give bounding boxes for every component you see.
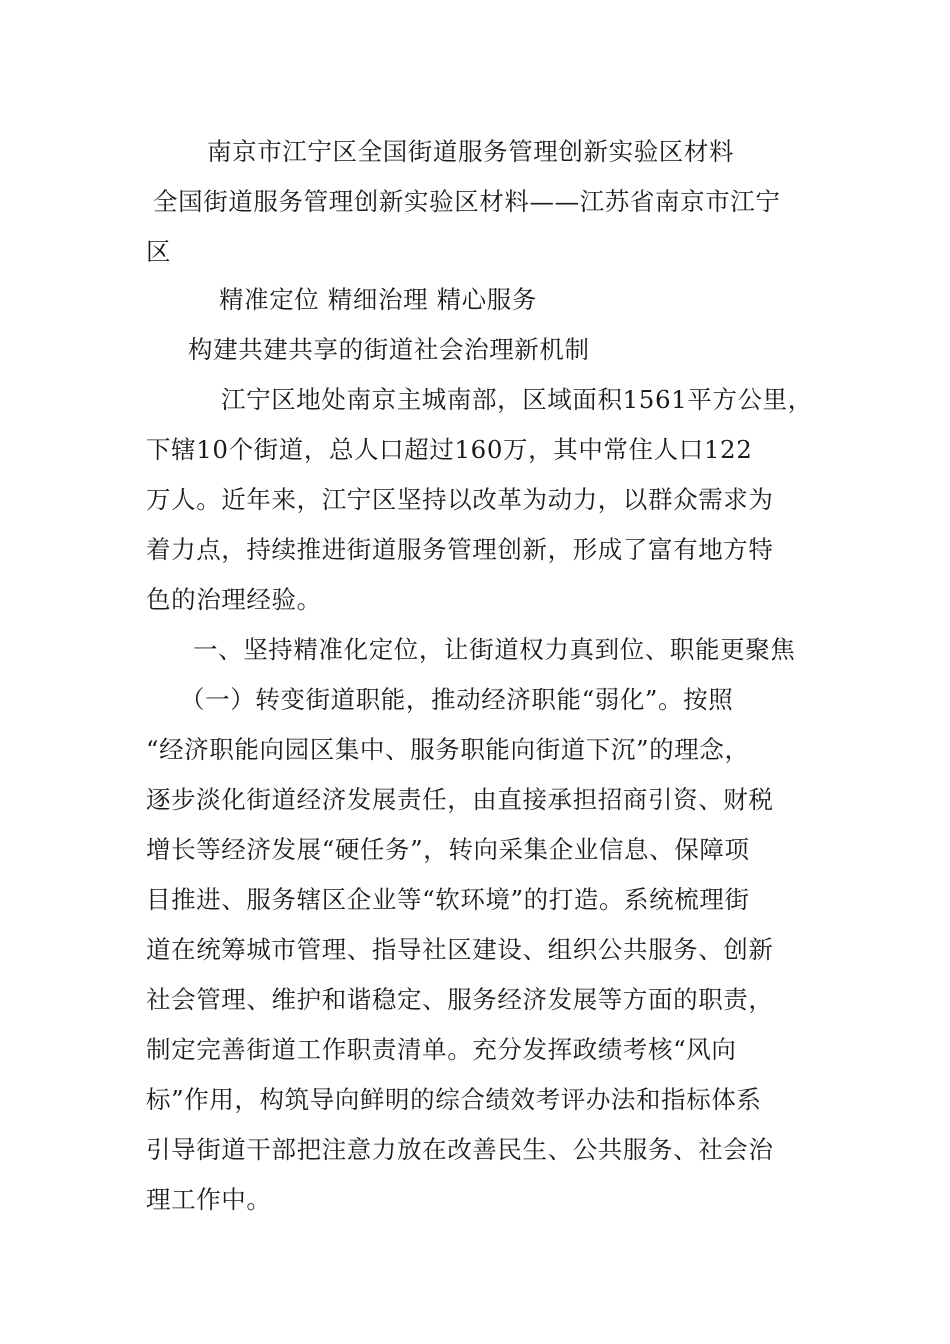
paragraph-line: 理工作中。 (146, 1185, 272, 1214)
paragraph-line: 道在统筹城市管理、指导社区建设、组织公共服务、创新 (146, 935, 774, 964)
paragraph-line: （一）转变街道职能，推动经济职能“弱化”。按照 (180, 685, 734, 714)
document-subtitle-line-1: 全国街道服务管理创新实验区材料——江苏省南京市江宁 (153, 187, 781, 216)
document-subtitle-line-2: 区 (146, 237, 172, 266)
section-heading: 一、坚持精准化定位，让街道权力真到位、职能更聚焦 (193, 635, 796, 664)
paragraph-line: 增长等经济发展“硬任务”，转向采集企业信息、保障项 (146, 835, 750, 864)
paragraph-line: 江宁区地处南京主城南部，区域面积1561平方公里， (221, 385, 813, 414)
paragraph-line: 制定完善街道工作职责清单。充分发挥政绩考核“风向 (146, 1035, 737, 1064)
paragraph-line: 万人。近年来，江宁区坚持以改革为动力，以群众需求为 (146, 485, 774, 514)
paragraph-line: 着力点，持续推进街道服务管理创新，形成了富有地方特 (146, 535, 774, 564)
document-motto: 精准定位 精细治理 精心服务 (219, 285, 537, 314)
paragraph-line: 色的治理经验。 (146, 585, 322, 614)
paragraph-line: “经济职能向园区集中、服务职能向街道下沉”的理念， (146, 735, 750, 764)
paragraph-line: 目推进、服务辖区企业等“软环境”的打造。系统梳理街 (146, 885, 750, 914)
document-heading: 构建共建共享的街道社会治理新机制 (188, 335, 590, 364)
paragraph-line: 下辖10个街道，总人口超过160万，其中常住人口122 (146, 435, 753, 464)
paragraph-line: 社会管理、维护和谐稳定、服务经济发展等方面的职责， (146, 985, 774, 1014)
document-title: 南京市江宁区全国街道服务管理创新实验区材料 (207, 137, 735, 166)
paragraph-line: 引导街道干部把注意力放在改善民生、公共服务、社会治 (146, 1135, 774, 1164)
paragraph-line: 逐步淡化街道经济发展责任，由直接承担招商引资、财税 (146, 785, 774, 814)
paragraph-line: 标”作用，构筑导向鲜明的综合绩效考评办法和指标体系 (146, 1085, 762, 1114)
